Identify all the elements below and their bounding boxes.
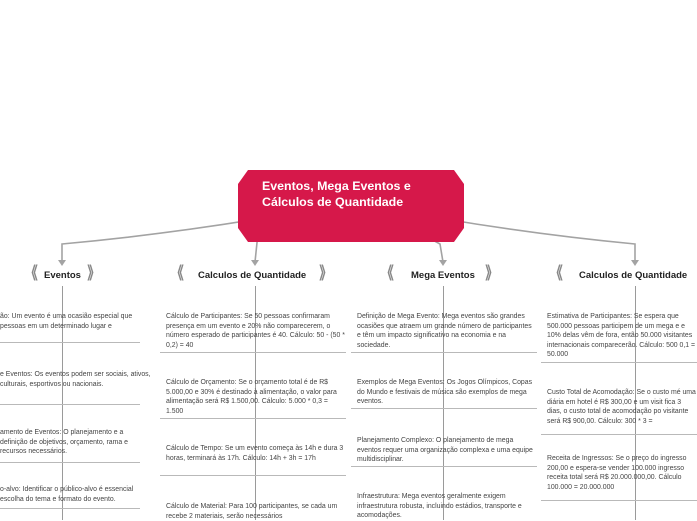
- note-calculos-1-4[interactable]: Cálculo de Material: Para 100 participantes, se cada um recebe 2 materiais, serão necessários: [166, 503, 338, 520]
- chevron-left-icon[interactable]: ⟨⟨: [555, 262, 560, 283]
- branch-title-calculos-2[interactable]: Calculos de Quantidade: [579, 269, 688, 281]
- note-calculos-1-3[interactable]: Cálculo de Tempo: Se um evento começa às 14h e dura 3 horas, terminará às 17h. Cálculo: 14h + 3h = 17h: [166, 445, 344, 462]
- note-divider: [160, 418, 346, 419]
- connector-eventos: [62, 219, 258, 262]
- note-divider: [0, 508, 140, 509]
- chevron-right-icon[interactable]: ⟩⟩: [86, 262, 91, 283]
- central-topic[interactable]: [238, 170, 464, 242]
- connector-calculos-2: [445, 219, 635, 262]
- chevron-left-icon[interactable]: ⟨⟨: [30, 262, 35, 283]
- branch-title-mega-eventos[interactable]: Mega Eventos: [411, 269, 475, 281]
- note-mega-3[interactable]: Planejamento Complexo: O planejamento de mega eventos requer uma organização complexa e uma equipe multidisciplinar.: [357, 437, 533, 464]
- chevron-right-icon[interactable]: ⟩⟩: [484, 262, 489, 283]
- note-calculos-2-1[interactable]: Estimativa de Participantes: Se espera que 500.000 pessoas participem de um mega e e 10% delas vêm de fora, então 50.000 visitantes internacionais comparecerão. Cálculo: 500 0,1 = 50.000: [547, 313, 696, 359]
- note-mega-1[interactable]: Definição de Mega Evento: Mega eventos são grandes ocasiões que atraem um grande número de participantes e têm um impacto significativo na economia e na sociedade.: [357, 313, 532, 349]
- note-divider: [351, 408, 537, 409]
- note-mega-2[interactable]: Exemplos de Mega Eventos: Os Jogos Olímpicos, Copas do Mundo e festivais de música são exemplos de mega eventos.: [357, 379, 533, 406]
- chevron-left-icon[interactable]: ⟨⟨: [386, 262, 391, 283]
- chevron-right-icon[interactable]: ⟩⟩: [318, 262, 323, 283]
- note-divider: [541, 362, 697, 363]
- note-eventos-4[interactable]: o-alvo: Identificar o público-alvo é essencial escolha do tema e formato do evento.: [0, 486, 134, 503]
- note-divider: [351, 466, 537, 467]
- chevron-left-icon[interactable]: ⟨⟨: [176, 262, 181, 283]
- note-divider: [0, 342, 140, 343]
- note-calculos-2-3[interactable]: Receita de Ingressos: Se o preço do ingresso 200,00 e espera-se vender 100.000 ingresso receita total será R$ 20.000.000,00. Cálculo 100.000 = 20.000.000: [547, 455, 687, 491]
- note-calculos-1-1[interactable]: Cálculo de Participantes: Se 50 pessoas confirmaram presença em um evento e 20% não comparecerem, o número esperado de participantes é 40. Cálculo: 50 - (50 * 0,2) = 40: [166, 313, 345, 349]
- branch-title-eventos[interactable]: Eventos: [44, 269, 81, 281]
- note-divider: [0, 404, 140, 405]
- branch-title-calculos-1[interactable]: Calculos de Quantidade: [198, 269, 307, 281]
- note-eventos-2[interactable]: e Eventos: Os eventos podem ser sociais, ativos, culturais, esportivos ou nacionais.: [0, 371, 151, 388]
- note-eventos-1[interactable]: ão: Um evento é uma ocasião especial que pessoas em um determinado lugar e: [0, 313, 133, 330]
- note-eventos-3[interactable]: amento de Eventos: O planejamento e a definição de objetivos, orçamento, rama e recursos necessários.: [0, 429, 128, 456]
- note-divider: [0, 462, 140, 463]
- note-divider: [541, 500, 697, 501]
- note-divider: [160, 475, 346, 476]
- note-divider: [541, 434, 697, 435]
- note-divider: [351, 352, 537, 353]
- note-calculos-1-2[interactable]: Cálculo de Orçamento: Se o orçamento total é de R$ 5.000,00 e 30% é destinado à alimentação, o valor para alimentação será R$ 1.500,00. Cálculo: 5.000 * 0,3 = 1.500: [166, 379, 337, 415]
- note-mega-4[interactable]: Infraestrutura: Mega eventos geralmente exigem infraestrutura robusta, incluindo estádios, transporte e acomodações.: [357, 493, 522, 520]
- central-topic-title: Eventos, Mega Eventos e Cálculos de Quantidade: [262, 179, 411, 209]
- note-divider: [160, 352, 346, 353]
- note-calculos-2-2[interactable]: Custo Total de Acomodação: Se o custo mé uma diária em hotel é R$ 300,00 e um visit fica 3 dias, o custo total de acomodação po visitante será R$ 900,00. Cálculo: 300 * 3 =: [547, 389, 696, 425]
